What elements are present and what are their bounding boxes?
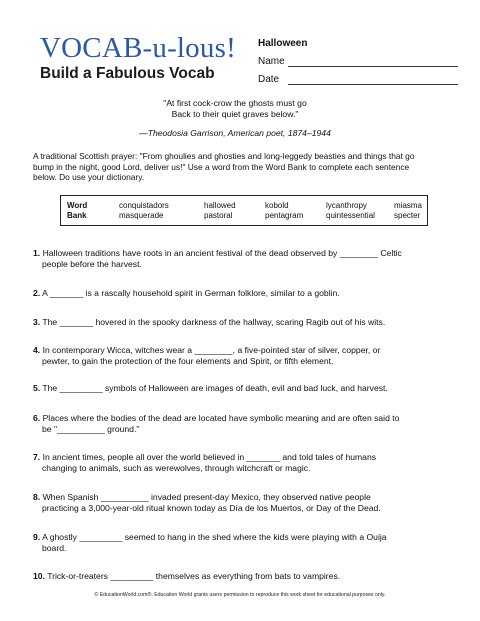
question-text-continued: people before the harvest. xyxy=(42,259,142,269)
question-item xyxy=(33,288,453,299)
date-label: Date xyxy=(258,74,280,85)
question-item xyxy=(33,413,453,435)
question-item xyxy=(33,383,453,394)
question-item xyxy=(33,452,453,474)
word-bank-word: quintessential xyxy=(326,210,375,220)
question-text-continued: board. xyxy=(42,543,67,553)
question-text-continued: be "__________ ground." xyxy=(42,424,140,434)
question-item xyxy=(33,248,453,270)
vocabulous-logo xyxy=(40,33,240,83)
name-field[interactable] xyxy=(288,56,458,67)
word-bank-word: miasma xyxy=(394,201,423,210)
logo-subtitle: Build a Fabulous Vocab xyxy=(40,65,215,82)
word-bank-word: pastoral xyxy=(204,210,233,220)
word-bank xyxy=(60,195,428,226)
question-text: When Spanish __________ invaded present-day Mexico, they observed native people xyxy=(42,492,371,502)
question-text: The _________ symbols of Halloween are images of death, evil and bad luck, and harvest. xyxy=(42,383,388,393)
question-text-continued: pewter, to gain the protection of the four elements and Spirit, or fifth element. xyxy=(42,356,334,366)
word-bank-word: specter xyxy=(394,210,421,220)
worksheet-title: Halloween xyxy=(258,38,308,49)
word-bank-word: kobold xyxy=(265,201,289,210)
date-field[interactable] xyxy=(288,74,458,85)
question-text: In ancient times, people all over the world believed in _______ and told tales of humans xyxy=(42,452,377,462)
word-bank-word: conquistadors xyxy=(119,201,169,210)
name-field-row xyxy=(258,56,458,67)
question-text: Places where the bodies of the dead are located have symbolic meaning and are often said to xyxy=(42,413,400,423)
instructions-line-2: bump in the night, good Lord, deliver us!" Use a word from the Word Bank to complete each sentence xyxy=(33,161,410,172)
question-number: 10. xyxy=(33,571,45,581)
question-text-continued: practicing a 3,000-year-old ritual known today as Día de los Muertos, or Day of the Dead. xyxy=(42,503,381,513)
question-text: A _______ is a rascally household spirit in German folklore, similar to a goblin. xyxy=(42,288,340,298)
question-number: 2. xyxy=(33,288,41,298)
word-bank-word: pentagram xyxy=(265,210,304,220)
quote-attribution: —Theodosia Garrison, American poet, 1874–1944 xyxy=(139,128,331,138)
question-number: 8. xyxy=(33,492,41,502)
name-label: Name xyxy=(258,56,285,67)
question-number: 5. xyxy=(33,383,41,393)
worksheet-header xyxy=(258,38,458,85)
word-bank-word: hallowed xyxy=(204,201,236,210)
question-item xyxy=(33,345,453,367)
question-number: 3. xyxy=(33,317,41,327)
question-text-continued: changing to animals, such as werewolves, through witchcraft or magic. xyxy=(42,463,311,473)
instructions xyxy=(33,151,448,183)
word-bank-column xyxy=(326,201,375,220)
quote-line-1: "At first cock-crow the ghosts must go xyxy=(163,98,307,108)
logo-title: VOCAB-u-lous! xyxy=(40,32,236,64)
word-bank-word: lycanthropy xyxy=(326,201,367,210)
quote-line-2: Back to their quiet graves below." xyxy=(171,109,299,119)
question-text: Trick-or-treaters _________ themselves as everything from bats to vampires. xyxy=(47,571,341,581)
question-text: A ghostly _________ seemed to hang in the shed where the kids were playing with a Ouija xyxy=(42,532,387,542)
question-item xyxy=(33,532,453,554)
quote-block xyxy=(100,98,370,139)
instructions-line-3: below. Do use your dictionary. xyxy=(33,172,145,182)
question-text: Halloween traditions have roots in an ancient festival of the dead observed by ________ Celtic xyxy=(42,248,402,258)
word-bank-column xyxy=(119,201,169,220)
question-number: 6. xyxy=(33,413,41,423)
question-number: 4. xyxy=(33,345,41,355)
word-bank-label-line-1: Word xyxy=(67,201,88,210)
word-bank-word: masquerade xyxy=(119,210,164,220)
word-bank-label-line-2: Bank xyxy=(67,210,87,220)
question-item xyxy=(33,571,453,582)
date-field-row xyxy=(258,74,458,85)
instructions-line-1: A traditional Scottish prayer: "From ghoulies and ghosties and long-leggedy beasties and things that go xyxy=(33,151,415,161)
question-number: 9. xyxy=(33,532,41,542)
question-item xyxy=(33,492,453,514)
copyright-footer: © EducationWorld.com®. Education World grants users permission to reproduce this work sheet for educational purposes only. xyxy=(94,592,386,598)
word-bank-column xyxy=(265,201,303,220)
question-text: In contemporary Wicca, witches wear a ________, a five-pointed star of silver, copper, or xyxy=(42,345,381,355)
question-item xyxy=(33,317,453,328)
question-number: 1. xyxy=(33,248,41,258)
word-bank-label xyxy=(67,201,87,220)
word-bank-column xyxy=(394,201,422,220)
question-text: The _______ hovered in the spooky darkness of the hallway, scaring Ragib out of his wits. xyxy=(42,317,386,327)
question-number: 7. xyxy=(33,452,41,462)
word-bank-column xyxy=(204,201,236,220)
